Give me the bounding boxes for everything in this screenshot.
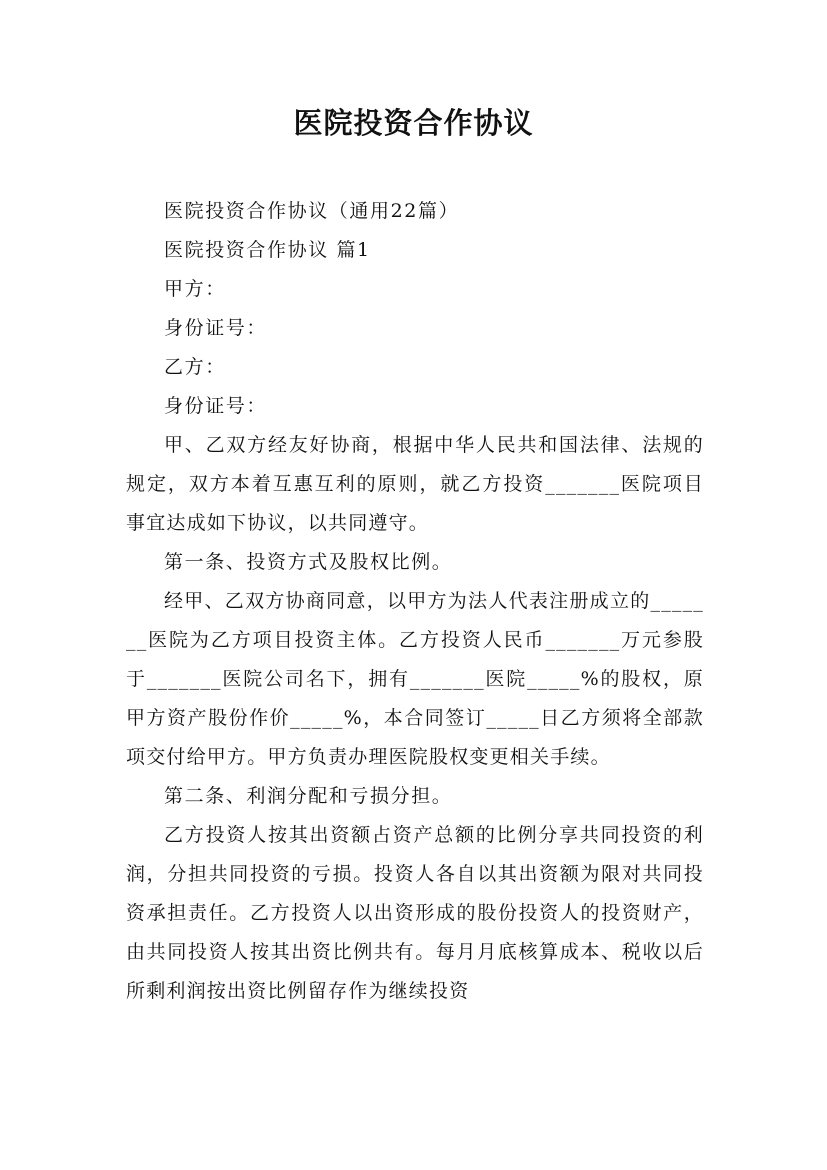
document-title: 医院投资合作协议 — [293, 106, 534, 140]
clause-2-heading: 第二条、利润分配和亏损分担。 — [164, 785, 453, 807]
party-b-label: 乙方： — [164, 356, 226, 378]
party-a-id-label: 身份证号： — [164, 317, 268, 339]
party-a-label: 甲方： — [164, 278, 226, 300]
clause-1-heading: 第一条、投资方式及股权比例。 — [164, 551, 453, 573]
document-body — [126, 192, 704, 1011]
clause-1-paragraph: 经甲、乙双方协商同意，以甲方为法人代表注册成立的_______医院为乙方项目投资主体。乙方投资人民币_______万元参股于_______医院公司名下，拥有_______医院_____%的股权，原甲方资产股份作价_____%，本合同签订_____日乙方须将全部款项交付给甲方。甲方负责办理医院股权变更相关手续。 — [126, 590, 704, 768]
clause-2-paragraph: 乙方投资人按其出资额占资产总额的比例分享共同投资的利润，分担共同投资的亏损。投资人各自以其出资额为限对共同投资承担责任。乙方投资人以出资形成的股份投资人的投资财产，由共同投资人按其出资比例共有。每月月底核算成本、税收以后所剩利润按出资比例留存作为继续投资 — [126, 824, 704, 1002]
article-heading: 医院投资合作协议 篇1 — [164, 239, 371, 261]
party-b-id-label: 身份证号： — [164, 395, 268, 417]
collection-heading: 医院投资合作协议（通用22篇） — [164, 200, 460, 222]
preamble-paragraph: 甲、乙双方经友好协商，根据中华人民共和国法律、法规的规定，双方本着互惠互利的原则，就乙方投资_______医院项目事宜达成如下协议，以共同遵守。 — [126, 434, 704, 534]
